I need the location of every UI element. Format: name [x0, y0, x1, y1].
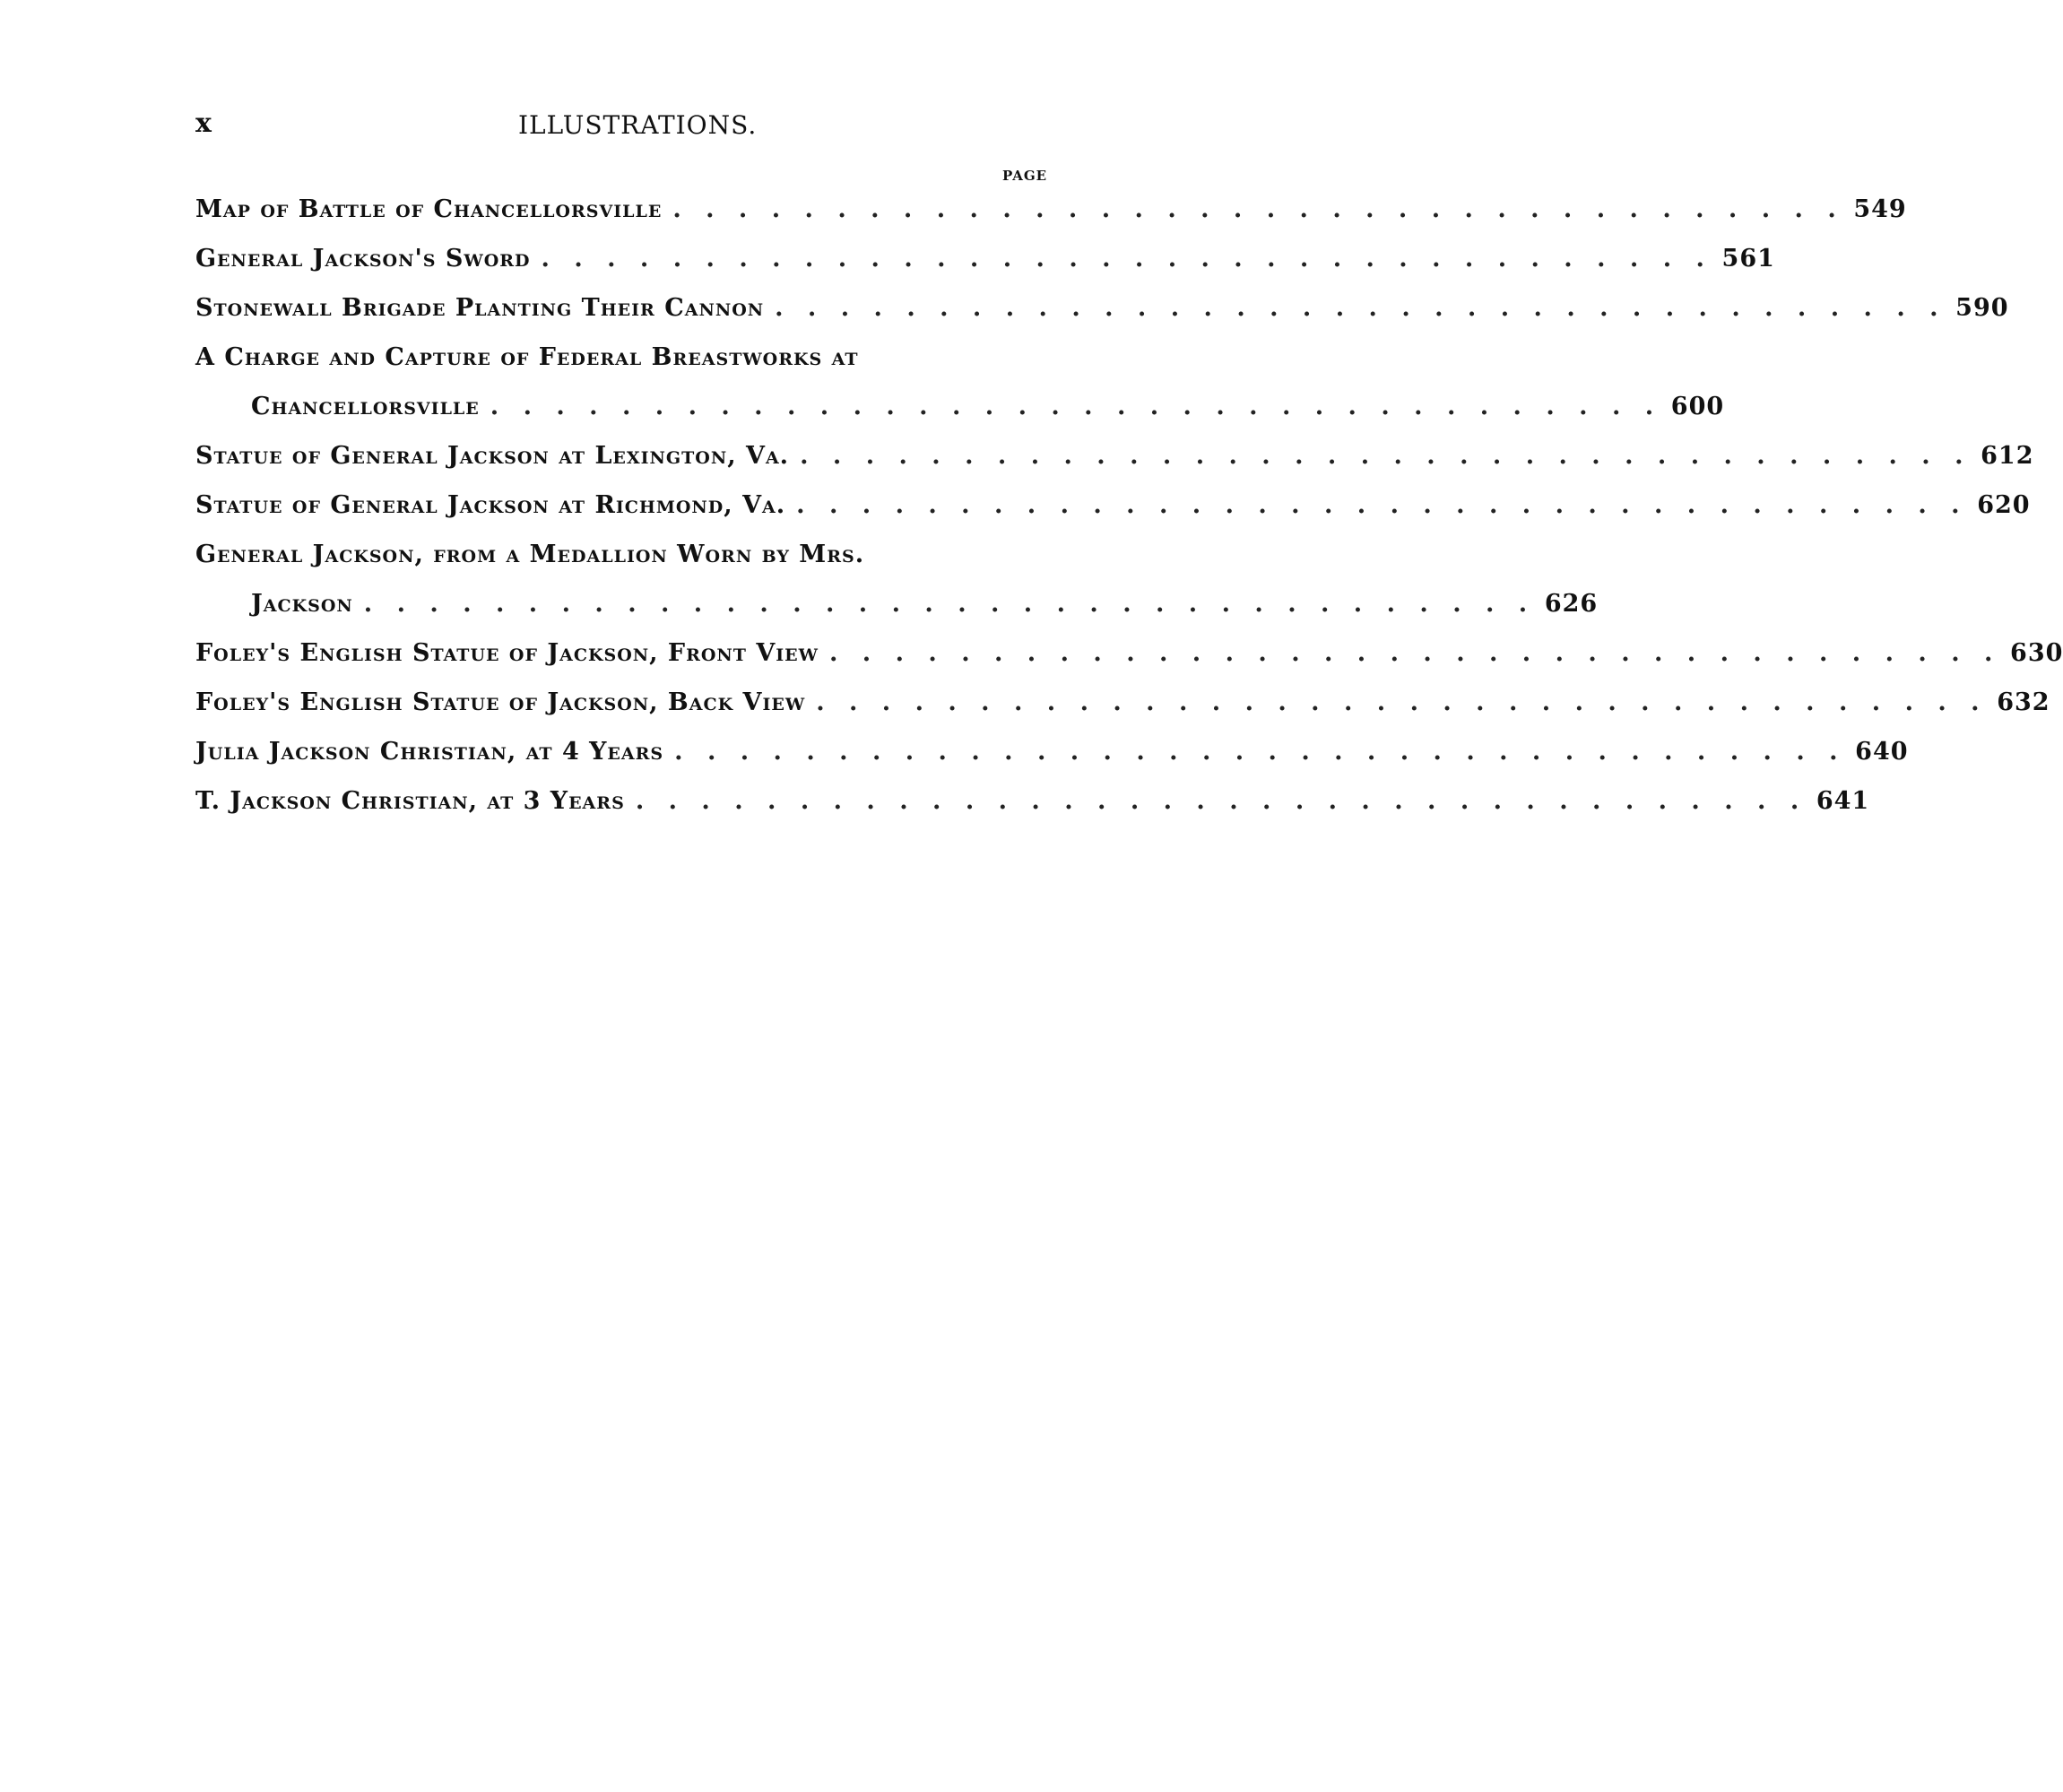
list-item	[195, 480, 2031, 530]
dot-leader: . . . . . . . . . . . . . . . . . . . . . . . . . . . . . . . . . . . .	[635, 787, 1807, 815]
entry-line	[195, 382, 1725, 431]
page-number: 620	[1977, 491, 2031, 519]
list-item	[195, 678, 2050, 727]
dot-leader: . . . . . . . . . . . . . . . . . . . . . . . . . . . . . . . . . . . .	[796, 491, 1968, 519]
entry-line	[195, 283, 2009, 333]
page-number: 549	[1853, 195, 1907, 223]
entry-line	[195, 678, 2050, 727]
dot-leader: . . . . . . . . . . . . . . . . . . . . . . . . . . . . . . . . . . . .	[829, 639, 2001, 667]
list-item	[195, 628, 2063, 678]
list-item	[195, 727, 1909, 776]
entry-title: Jackson	[251, 590, 353, 618]
running-head: ILLUSTRATIONS.	[518, 110, 758, 140]
entry-title: General Jackson's Sword	[195, 245, 531, 273]
entry-line	[195, 727, 1909, 776]
entry-line	[195, 333, 1063, 382]
page-column-label: PAGE	[1002, 168, 1048, 184]
entry-line	[195, 579, 1599, 628]
entry-line	[195, 776, 1870, 826]
entry-title: Statue of General Jackson at Lexington, Va.	[195, 442, 790, 470]
entry-line	[195, 628, 2063, 678]
page-number: 641	[1816, 787, 1870, 815]
entry-title: Julia Jackson Christian, at 4 Years	[195, 738, 664, 766]
dot-leader: . . . . . . . . . . . . . . . . . . . . . . . . . . . . . . . . . . . .	[672, 195, 1844, 223]
list-item	[195, 579, 1599, 628]
entry-title: Foley's English Statue of Jackson, Front View	[195, 639, 819, 667]
page-number: 632	[1997, 688, 2050, 716]
list-item	[195, 234, 1775, 283]
list-item	[195, 283, 2009, 333]
list-item-continued	[195, 333, 1063, 382]
page-number: 630	[2010, 639, 2063, 667]
list-item-continued	[195, 530, 1063, 579]
list-item	[195, 185, 1907, 234]
entry-line	[195, 530, 1063, 579]
entry-line	[195, 234, 1775, 283]
entry-title: Stonewall Brigade Planting Their Cannon	[195, 294, 765, 322]
entry-title: Statue of General Jackson at Richmond, Va.	[195, 491, 786, 519]
entry-title: T. Jackson Christian, at 3 Years	[195, 787, 625, 815]
dot-leader: . . . . . . . . . . . . . . . . . . . . . . . . . . . . . . . . . . . .	[674, 738, 1846, 766]
list-item	[195, 776, 1870, 826]
entry-title: Foley's English Statue of Jackson, Back View	[195, 688, 806, 716]
page-number: 590	[1955, 294, 2009, 322]
dot-leader: . . . . . . . . . . . . . . . . . . . . . . . . . . . . . . . . . . . .	[816, 688, 1988, 716]
dot-leader: . . . . . . . . . . . . . . . . . . . . . . . . . . . . . . . . . . . .	[363, 590, 1536, 618]
entry-title: Chancellorsville	[251, 393, 480, 420]
entry-line	[195, 480, 2031, 530]
dot-leader: . . . . . . . . . . . . . . . . . . . . . . . . . . . . . . . . . . . .	[490, 393, 1662, 420]
dot-leader: . . . . . . . . . . . . . . . . . . . . . . . . . . . . . . . . . . . .	[775, 294, 1946, 322]
entry-title: A Charge and Capture of Federal Breastworks at	[195, 343, 859, 371]
folio-numeral: x	[195, 108, 212, 139]
page-number: 612	[1981, 442, 2034, 470]
entry-title: General Jackson, from a Medallion Worn by Mrs.	[195, 541, 865, 568]
list-item	[195, 431, 2034, 480]
page-number: 561	[1721, 245, 1775, 273]
list-item	[195, 382, 1725, 431]
dot-leader: . . . . . . . . . . . . . . . . . . . . . . . . . . . . . . . . . . . .	[541, 245, 1712, 273]
dot-leader: . . . . . . . . . . . . . . . . . . . . . . . . . . . . . . . . . . . .	[800, 442, 1972, 470]
illustrations-list	[195, 185, 2063, 826]
entry-title: Map of Battle of Chancellorsville	[195, 195, 663, 223]
page-number: 640	[1855, 738, 1909, 766]
entry-line	[195, 431, 2034, 480]
entry-line	[195, 185, 1907, 234]
page-number: 600	[1670, 393, 1725, 420]
page-number: 626	[1544, 590, 1599, 618]
